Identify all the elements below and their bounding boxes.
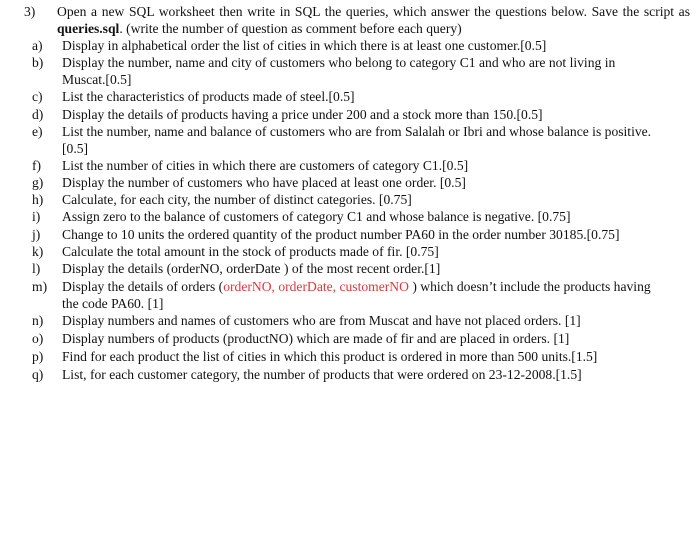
item-label: m): [32, 278, 48, 294]
sub-question-h: [24, 191, 690, 208]
sub-question-p: [24, 348, 690, 365]
question-number: 3): [24, 4, 36, 19]
item-text: Display numbers and names of customers who are from Muscat and have not placed orders. [1]: [62, 312, 581, 328]
question-header: [24, 3, 690, 37]
intro-text-before: Open a new SQL worksheet then write in SQL the queries, which answer the questions below. Save the script as: [57, 4, 690, 19]
item-text: List the number, name and balance of customers who are from Salalah or Ibri and whose balance is positive.[0.5]: [62, 123, 652, 156]
item-text: Calculate the total amount in the stock of products made of fir. [0.75]: [62, 244, 439, 260]
highlighted-columns: orderNO, orderDate, customerNO: [223, 278, 409, 294]
sub-question-d: [24, 106, 690, 123]
item-text: Calculate, for each city, the number of distinct categories. [0.75]: [62, 192, 412, 208]
item-label: n): [32, 312, 44, 328]
item-text: Display the details of products having a price under 200 and a stock more than 150.[0.5]: [62, 106, 543, 122]
item-label: k): [32, 244, 44, 260]
item-label: h): [32, 192, 44, 208]
item-text: Assign zero to the balance of customers of category C1 and whose balance is negative. [0.75]: [62, 209, 571, 225]
item-label: e): [32, 123, 43, 139]
sub-question-j: [24, 226, 690, 243]
item-label: j): [32, 227, 41, 243]
sub-question-m: [24, 278, 690, 312]
item-label: q): [32, 366, 44, 382]
sub-question-e: [24, 123, 690, 157]
sub-question-l: [24, 260, 690, 277]
item-label: f): [32, 157, 42, 173]
item-label: o): [32, 330, 44, 346]
item-label: b): [32, 55, 44, 71]
item-label: l): [32, 261, 41, 277]
script-filename: queries.sql: [57, 21, 120, 37]
item-text: List, for each customer category, the number of products that were ordered on 23-12-2008.[1.5]: [62, 366, 582, 382]
item-text: [62, 278, 690, 312]
item-text: List the number of cities in which there are customers of category C1.[0.5]: [62, 157, 469, 173]
item-label: g): [32, 174, 44, 190]
item-text: Display in alphabetical order the list of cities in which there is at least one customer.[0.5]: [62, 38, 547, 54]
sub-question-list: [24, 37, 690, 383]
item-text-before: Display the details of orders (: [62, 278, 224, 294]
item-text: Change to 10 units the ordered quantity of the product number PA60 in the order number 30185.[0.75]: [62, 227, 620, 243]
sub-question-k: [24, 243, 690, 260]
item-text: List the characteristics of products made of steel.[0.5]: [62, 89, 355, 105]
item-text: Display the details (orderNO, orderDate ) of the most recent order.[1]: [62, 261, 441, 277]
sub-question-q: [24, 366, 690, 383]
item-text: Display the number, name and city of customers who belong to category C1 and who are not living in Muscat.[0.5]: [62, 55, 616, 88]
item-text: Find for each product the list of cities in which this product is ordered in more than 500 units.[1.5]: [62, 348, 598, 364]
sub-question-i: [24, 208, 690, 225]
item-label: a): [32, 38, 43, 54]
item-label: d): [32, 106, 44, 122]
sub-question-f: [24, 157, 690, 174]
item-text-after: ) which doesn’t include the products having the code PA60. [1]: [62, 278, 651, 311]
item-label: p): [32, 348, 44, 364]
sub-question-g: [24, 174, 690, 191]
sub-question-n: [24, 312, 690, 329]
question-intro: [57, 3, 690, 37]
intro-text-after: . (write the number of question as comment before each query): [119, 21, 462, 37]
item-label: i): [32, 209, 41, 225]
item-label: c): [32, 89, 43, 105]
sub-question-o: [24, 330, 690, 347]
sub-question-a: [24, 37, 690, 54]
item-text: Display numbers of products (productNO) which are made of fir and are placed in orders. [1]: [62, 330, 570, 346]
item-text: Display the number of customers who have placed at least one order. [0.5]: [62, 174, 466, 190]
sub-question-b: [24, 54, 690, 88]
sub-question-c: [24, 88, 690, 105]
